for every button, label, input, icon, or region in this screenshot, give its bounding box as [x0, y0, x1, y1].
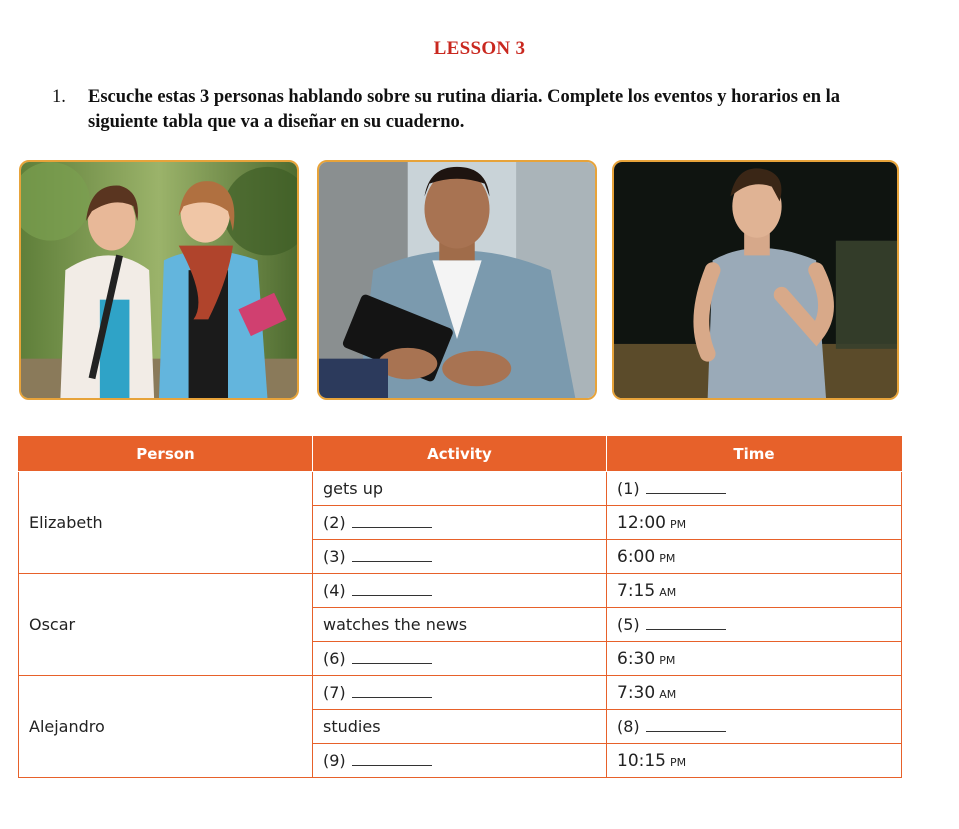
time-text: (5) — [617, 615, 640, 634]
time-cell — [607, 744, 902, 778]
activity-text: studies — [323, 717, 381, 736]
answer-blank[interactable] — [646, 481, 726, 494]
ampm-label: PM — [670, 755, 687, 769]
activity-text: watches the news — [323, 615, 468, 634]
header-time: Time — [607, 436, 902, 472]
lesson-title: LESSON 3 — [433, 38, 526, 59]
time-cell — [607, 574, 902, 608]
activity-cell — [313, 472, 607, 506]
person-cell: Elizabeth — [19, 472, 313, 574]
ampm-label: AM — [659, 585, 677, 599]
answer-blank[interactable] — [352, 753, 432, 766]
time-cell — [607, 642, 902, 676]
routine-table — [18, 436, 902, 778]
answer-blank[interactable] — [352, 685, 432, 698]
instruction — [52, 85, 912, 135]
time-text: 10:15 — [617, 750, 666, 771]
photo-man-running — [612, 160, 899, 400]
activity-text: (6) — [323, 649, 346, 668]
time-text: 7:15 — [617, 580, 656, 601]
person-cell: Oscar — [19, 574, 313, 676]
answer-blank[interactable] — [352, 515, 432, 528]
header-person: Person — [19, 436, 313, 472]
activity-text: (3) — [323, 547, 346, 566]
activity-text: (7) — [323, 683, 346, 702]
time-text: (8) — [617, 717, 640, 736]
time-text: 12:00 — [617, 512, 666, 533]
time-text: 6:00 — [617, 546, 656, 567]
activity-cell[interactable] — [313, 574, 607, 608]
time-text: (1) — [617, 479, 640, 498]
activity-cell[interactable] — [313, 506, 607, 540]
activity-text: gets up — [323, 479, 383, 498]
activity-cell[interactable] — [313, 676, 607, 710]
ampm-label: PM — [670, 517, 687, 531]
ampm-label: PM — [659, 551, 676, 565]
instruction-number: 1. — [52, 87, 66, 107]
time-cell[interactable] — [607, 608, 902, 642]
time-cell — [607, 540, 902, 574]
activity-cell[interactable] — [313, 642, 607, 676]
time-cell[interactable] — [607, 472, 902, 506]
activity-cell — [313, 608, 607, 642]
answer-blank[interactable] — [352, 651, 432, 664]
answer-blank[interactable] — [352, 583, 432, 596]
time-text: 7:30 — [617, 682, 656, 703]
photo-two-women-walking — [19, 160, 299, 400]
header-activity: Activity — [313, 436, 607, 472]
time-cell[interactable] — [607, 710, 902, 744]
activity-cell — [313, 710, 607, 744]
photo-man-with-tablet — [317, 160, 597, 400]
table-row — [19, 472, 902, 506]
table-row — [19, 676, 902, 710]
activity-cell[interactable] — [313, 540, 607, 574]
activity-cell[interactable] — [313, 744, 607, 778]
time-cell — [607, 506, 902, 540]
time-cell — [607, 676, 902, 710]
answer-blank[interactable] — [352, 549, 432, 562]
person-cell: Alejandro — [19, 676, 313, 778]
answer-blank[interactable] — [646, 617, 726, 630]
ampm-label: AM — [659, 687, 677, 701]
activity-text: (4) — [323, 581, 346, 600]
table-row — [19, 574, 902, 608]
time-text: 6:30 — [617, 648, 656, 669]
table-header-row — [19, 436, 902, 472]
activity-text: (2) — [323, 513, 346, 532]
ampm-label: PM — [659, 653, 676, 667]
answer-blank[interactable] — [646, 719, 726, 732]
activity-text: (9) — [323, 751, 346, 770]
instruction-text: Escuche estas 3 personas hablando sobre su rutina diaria. Complete los eventos y horarios en la siguiente tabla que va a diseñar en su cuaderno. — [88, 87, 841, 132]
